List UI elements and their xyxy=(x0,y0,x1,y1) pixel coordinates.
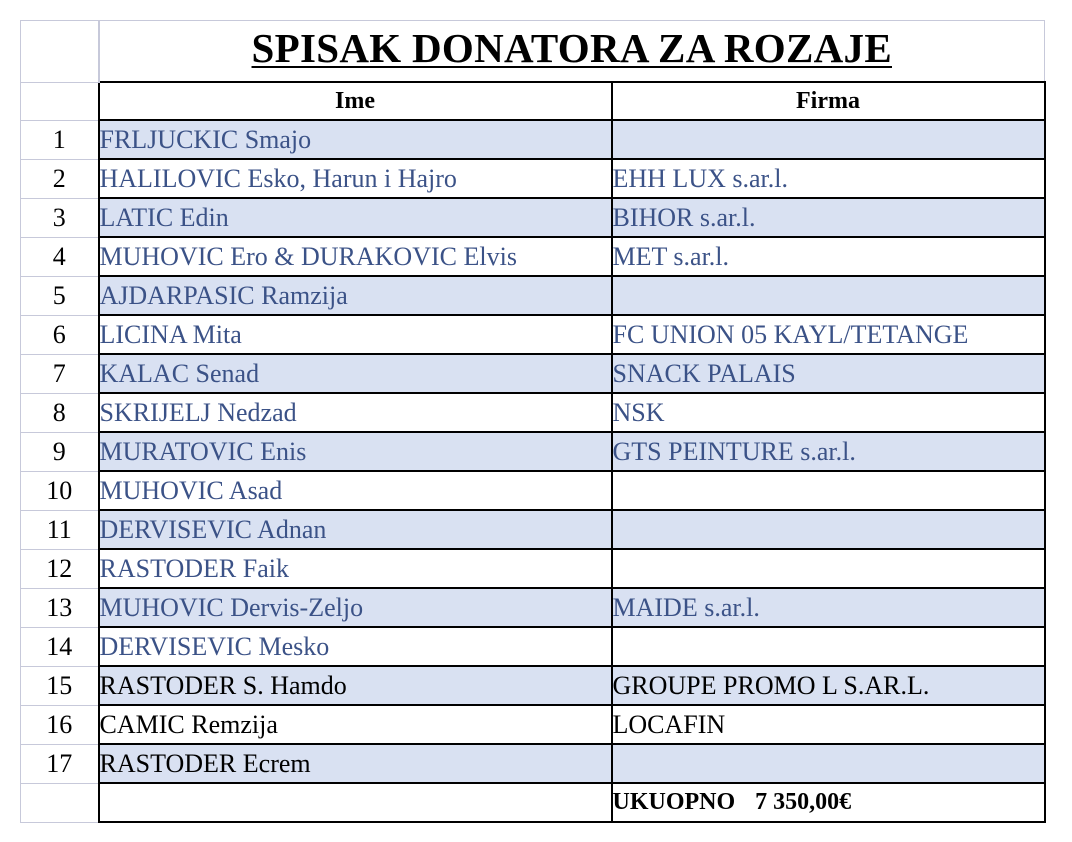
donor-name-cell[interactable]: HALILOVIC Esko, Harun i Hajro xyxy=(99,159,612,198)
donor-name-cell[interactable]: MURATOVIC Enis xyxy=(99,432,612,471)
donor-firm-cell[interactable]: NSK xyxy=(612,393,1045,432)
donor-table xyxy=(20,20,1046,823)
donor-firm-cell[interactable] xyxy=(612,627,1045,666)
donor-firm-cell[interactable] xyxy=(612,510,1045,549)
donor-name-cell[interactable]: KALAC Senad xyxy=(99,354,612,393)
row-number-cell[interactable]: 8 xyxy=(21,393,99,432)
row-number-cell[interactable]: 17 xyxy=(21,744,99,783)
total-row xyxy=(21,783,1045,822)
donor-firm-cell[interactable]: MAIDE s.ar.l. xyxy=(612,588,1045,627)
column-header-name[interactable]: Ime xyxy=(99,82,612,120)
table-row xyxy=(21,471,1045,510)
title-row xyxy=(21,21,1045,83)
row-number-cell[interactable]: 13 xyxy=(21,588,99,627)
row-number-cell[interactable]: 3 xyxy=(21,198,99,237)
row-number-cell[interactable]: 7 xyxy=(21,354,99,393)
donor-firm-cell[interactable] xyxy=(612,120,1045,159)
donor-firm-cell[interactable]: LOCAFIN xyxy=(612,705,1045,744)
table-row xyxy=(21,276,1045,315)
row-number-cell[interactable]: 1 xyxy=(21,120,99,159)
row-number-cell[interactable]: 6 xyxy=(21,315,99,354)
donor-firm-cell[interactable]: SNACK PALAIS xyxy=(612,354,1045,393)
donor-name-cell[interactable]: FRLJUCKIC Smajo xyxy=(99,120,612,159)
row-number-cell[interactable]: 4 xyxy=(21,237,99,276)
donor-firm-cell[interactable]: MET s.ar.l. xyxy=(612,237,1045,276)
row-number-cell[interactable]: 5 xyxy=(21,276,99,315)
donor-name-cell[interactable]: RASTODER Faik xyxy=(99,549,612,588)
donor-name-cell[interactable]: MUHOVIC Ero & DURAKOVIC Elvis xyxy=(99,237,612,276)
table-row xyxy=(21,705,1045,744)
row-number-cell[interactable]: 15 xyxy=(21,666,99,705)
donor-name-cell[interactable]: DERVISEVIC Mesko xyxy=(99,627,612,666)
table-row xyxy=(21,159,1045,198)
row-number-cell[interactable]: 11 xyxy=(21,510,99,549)
donor-firm-cell[interactable]: EHH LUX s.ar.l. xyxy=(612,159,1045,198)
donor-firm-cell[interactable] xyxy=(612,276,1045,315)
header-row xyxy=(21,82,1045,120)
row-number-cell[interactable]: 16 xyxy=(21,705,99,744)
total-number-cell[interactable] xyxy=(21,783,99,822)
donor-firm-cell[interactable] xyxy=(612,471,1045,510)
donor-firm-cell[interactable]: BIHOR s.ar.l. xyxy=(612,198,1045,237)
total-name-cell[interactable] xyxy=(99,783,612,822)
total-cell[interactable] xyxy=(612,783,1045,822)
table-row xyxy=(21,627,1045,666)
title-cell[interactable] xyxy=(99,21,1045,83)
donor-name-cell[interactable]: AJDARPASIC Ramzija xyxy=(99,276,612,315)
total-label: UKUOPNO xyxy=(612,789,736,815)
table-row xyxy=(21,393,1045,432)
page-title: SPISAK DONATORA ZA ROZAJE xyxy=(251,25,892,71)
table-row xyxy=(21,237,1045,276)
donor-name-cell[interactable]: RASTODER Ecrem xyxy=(99,744,612,783)
title-row-number-cell[interactable] xyxy=(21,21,99,83)
donor-firm-cell[interactable]: FC UNION 05 KAYL/TETANGE xyxy=(612,315,1045,354)
donor-firm-cell[interactable]: GROUPE PROMO L S.AR.L. xyxy=(612,666,1045,705)
table-row xyxy=(21,510,1045,549)
table-row xyxy=(21,666,1045,705)
total-value: 7 350,00€ xyxy=(755,789,852,815)
header-number-cell[interactable] xyxy=(21,82,99,120)
row-number-cell[interactable]: 14 xyxy=(21,627,99,666)
donor-name-cell[interactable]: SKRIJELJ Nedzad xyxy=(99,393,612,432)
row-number-cell[interactable]: 12 xyxy=(21,549,99,588)
table-row xyxy=(21,120,1045,159)
row-number-cell[interactable]: 9 xyxy=(21,432,99,471)
donor-name-cell[interactable]: LICINA Mita xyxy=(99,315,612,354)
row-number-cell[interactable]: 2 xyxy=(21,159,99,198)
table-row xyxy=(21,432,1045,471)
column-header-firm[interactable]: Firma xyxy=(612,82,1045,120)
donor-name-cell[interactable]: DERVISEVIC Adnan xyxy=(99,510,612,549)
table-row xyxy=(21,354,1045,393)
donor-firm-cell[interactable]: GTS PEINTURE s.ar.l. xyxy=(612,432,1045,471)
donor-firm-cell[interactable] xyxy=(612,549,1045,588)
donor-name-cell[interactable]: MUHOVIC Dervis-Zeljo xyxy=(99,588,612,627)
donor-name-cell[interactable]: MUHOVIC Asad xyxy=(99,471,612,510)
row-number-cell[interactable]: 10 xyxy=(21,471,99,510)
table-row xyxy=(21,744,1045,783)
donor-firm-cell[interactable] xyxy=(612,744,1045,783)
table-row xyxy=(21,549,1045,588)
donor-name-cell[interactable]: LATIC Edin xyxy=(99,198,612,237)
table-row xyxy=(21,315,1045,354)
table-row xyxy=(21,198,1045,237)
donor-name-cell[interactable]: CAMIC Remzija xyxy=(99,705,612,744)
table-row xyxy=(21,588,1045,627)
donor-name-cell[interactable]: RASTODER S. Hamdo xyxy=(99,666,612,705)
